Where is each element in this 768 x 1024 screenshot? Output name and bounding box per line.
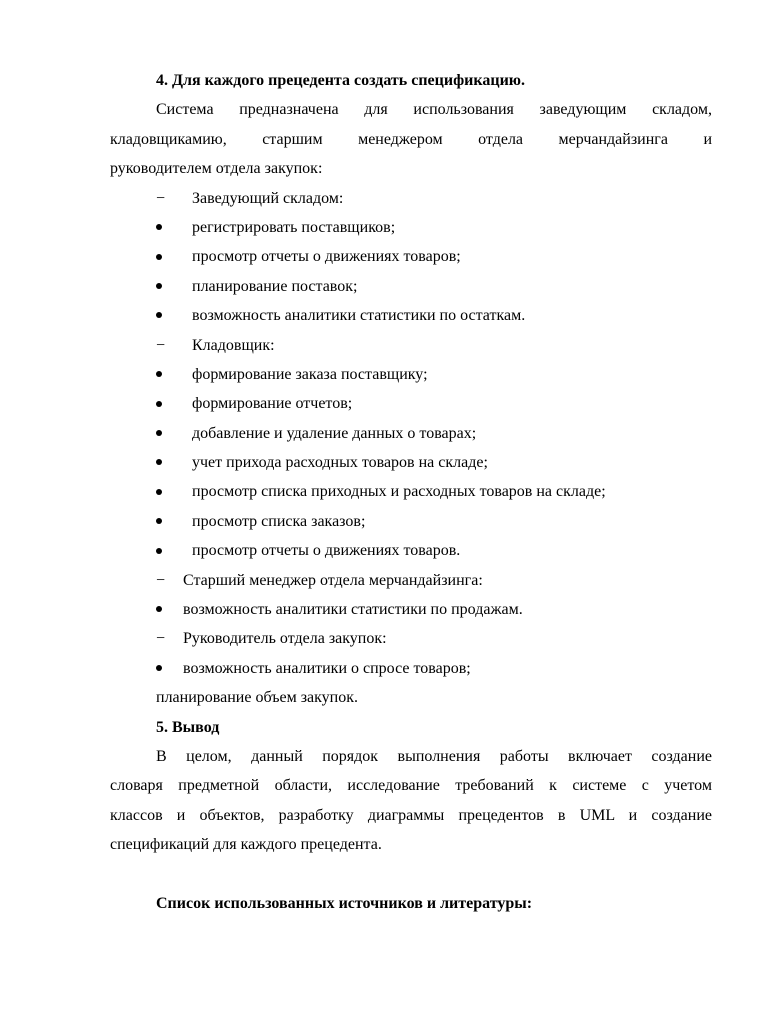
conclusion-line-3: классов и объектов, разработку диаграммы прецедентов в UML и создание xyxy=(110,806,712,824)
bullet-icon xyxy=(156,254,162,260)
dash-marker: − xyxy=(156,336,166,354)
section-heading-5: 5. Вывод xyxy=(156,718,220,736)
bullet-icon xyxy=(156,312,162,318)
bullet-icon xyxy=(156,489,162,495)
list-item: возможность аналитики статистики по продажам. xyxy=(110,595,712,624)
bullet-icon xyxy=(156,665,162,671)
list-item: формирование заказа поставщику; xyxy=(110,360,712,389)
bullet-icon xyxy=(156,283,162,289)
bullet-icon xyxy=(156,430,162,436)
references-heading: Список использованных источников и литературы: xyxy=(156,894,533,912)
bullet-icon xyxy=(156,401,162,407)
list-item: просмотр отчеты о движениях товаров; xyxy=(110,242,712,271)
bullet-icon xyxy=(156,371,162,377)
role-title: Кладовщик: xyxy=(192,336,275,354)
bullet-icon xyxy=(156,459,162,465)
blank-line xyxy=(110,860,712,889)
conclusion-line-2: словаря предметной области, исследование требований к системе с учетом xyxy=(110,777,712,795)
bullet-icon xyxy=(156,548,162,554)
trailing-line: планирование объем закупок. xyxy=(156,689,358,707)
role-title: Заведующий складом: xyxy=(192,189,344,207)
section-heading-4: 4. Для каждого прецедента создать спецификацию. xyxy=(156,72,526,89)
intro-line-3: руководителем отдела закупок: xyxy=(110,160,323,178)
intro-line-2: кладовщикамию, старшим менеджером отдела мерчандайзинга и xyxy=(110,130,712,148)
list-item: возможность аналитики статистики по остаткам. xyxy=(110,301,712,330)
role-title: Старший менеджер отдела мерчандайзинга: xyxy=(183,571,483,589)
dash-marker: − xyxy=(156,630,166,648)
conclusion-line-4: спецификаций для каждого прецедента. xyxy=(110,836,382,854)
list-item: регистрировать поставщиков; xyxy=(110,213,712,242)
bullet-icon xyxy=(156,606,162,612)
conclusion-line-1: В целом, данный порядок выполнения работы включает создание xyxy=(156,747,712,765)
list-item: учет прихода расходных товаров на складе; xyxy=(110,448,712,477)
role-purchasing-head xyxy=(110,624,712,653)
list-item: просмотр списка заказов; xyxy=(110,507,712,536)
list-item: возможность аналитики о спросе товаров; xyxy=(110,654,712,683)
role-storekeeper xyxy=(110,331,712,360)
bullet-icon xyxy=(156,224,162,230)
list-item: планирование поставок; xyxy=(110,272,712,301)
document-body xyxy=(110,66,712,918)
dash-marker: − xyxy=(156,189,166,207)
role-senior-manager xyxy=(110,566,712,595)
list-item: добавление и удаление данных о товарах; xyxy=(110,419,712,448)
list-item: просмотр отчеты о движениях товаров. xyxy=(110,536,712,565)
intro-line-1: Система предназначена для использования заведующим складом, xyxy=(156,101,712,119)
list-item: формирование отчетов; xyxy=(110,389,712,418)
list-item: просмотр списка приходных и расходных товаров на складе; xyxy=(110,477,712,506)
role-title: Руководитель отдела закупок: xyxy=(183,630,387,648)
dash-marker: − xyxy=(156,571,166,589)
role-warehouse-manager xyxy=(110,184,712,213)
bullet-icon xyxy=(156,518,162,524)
